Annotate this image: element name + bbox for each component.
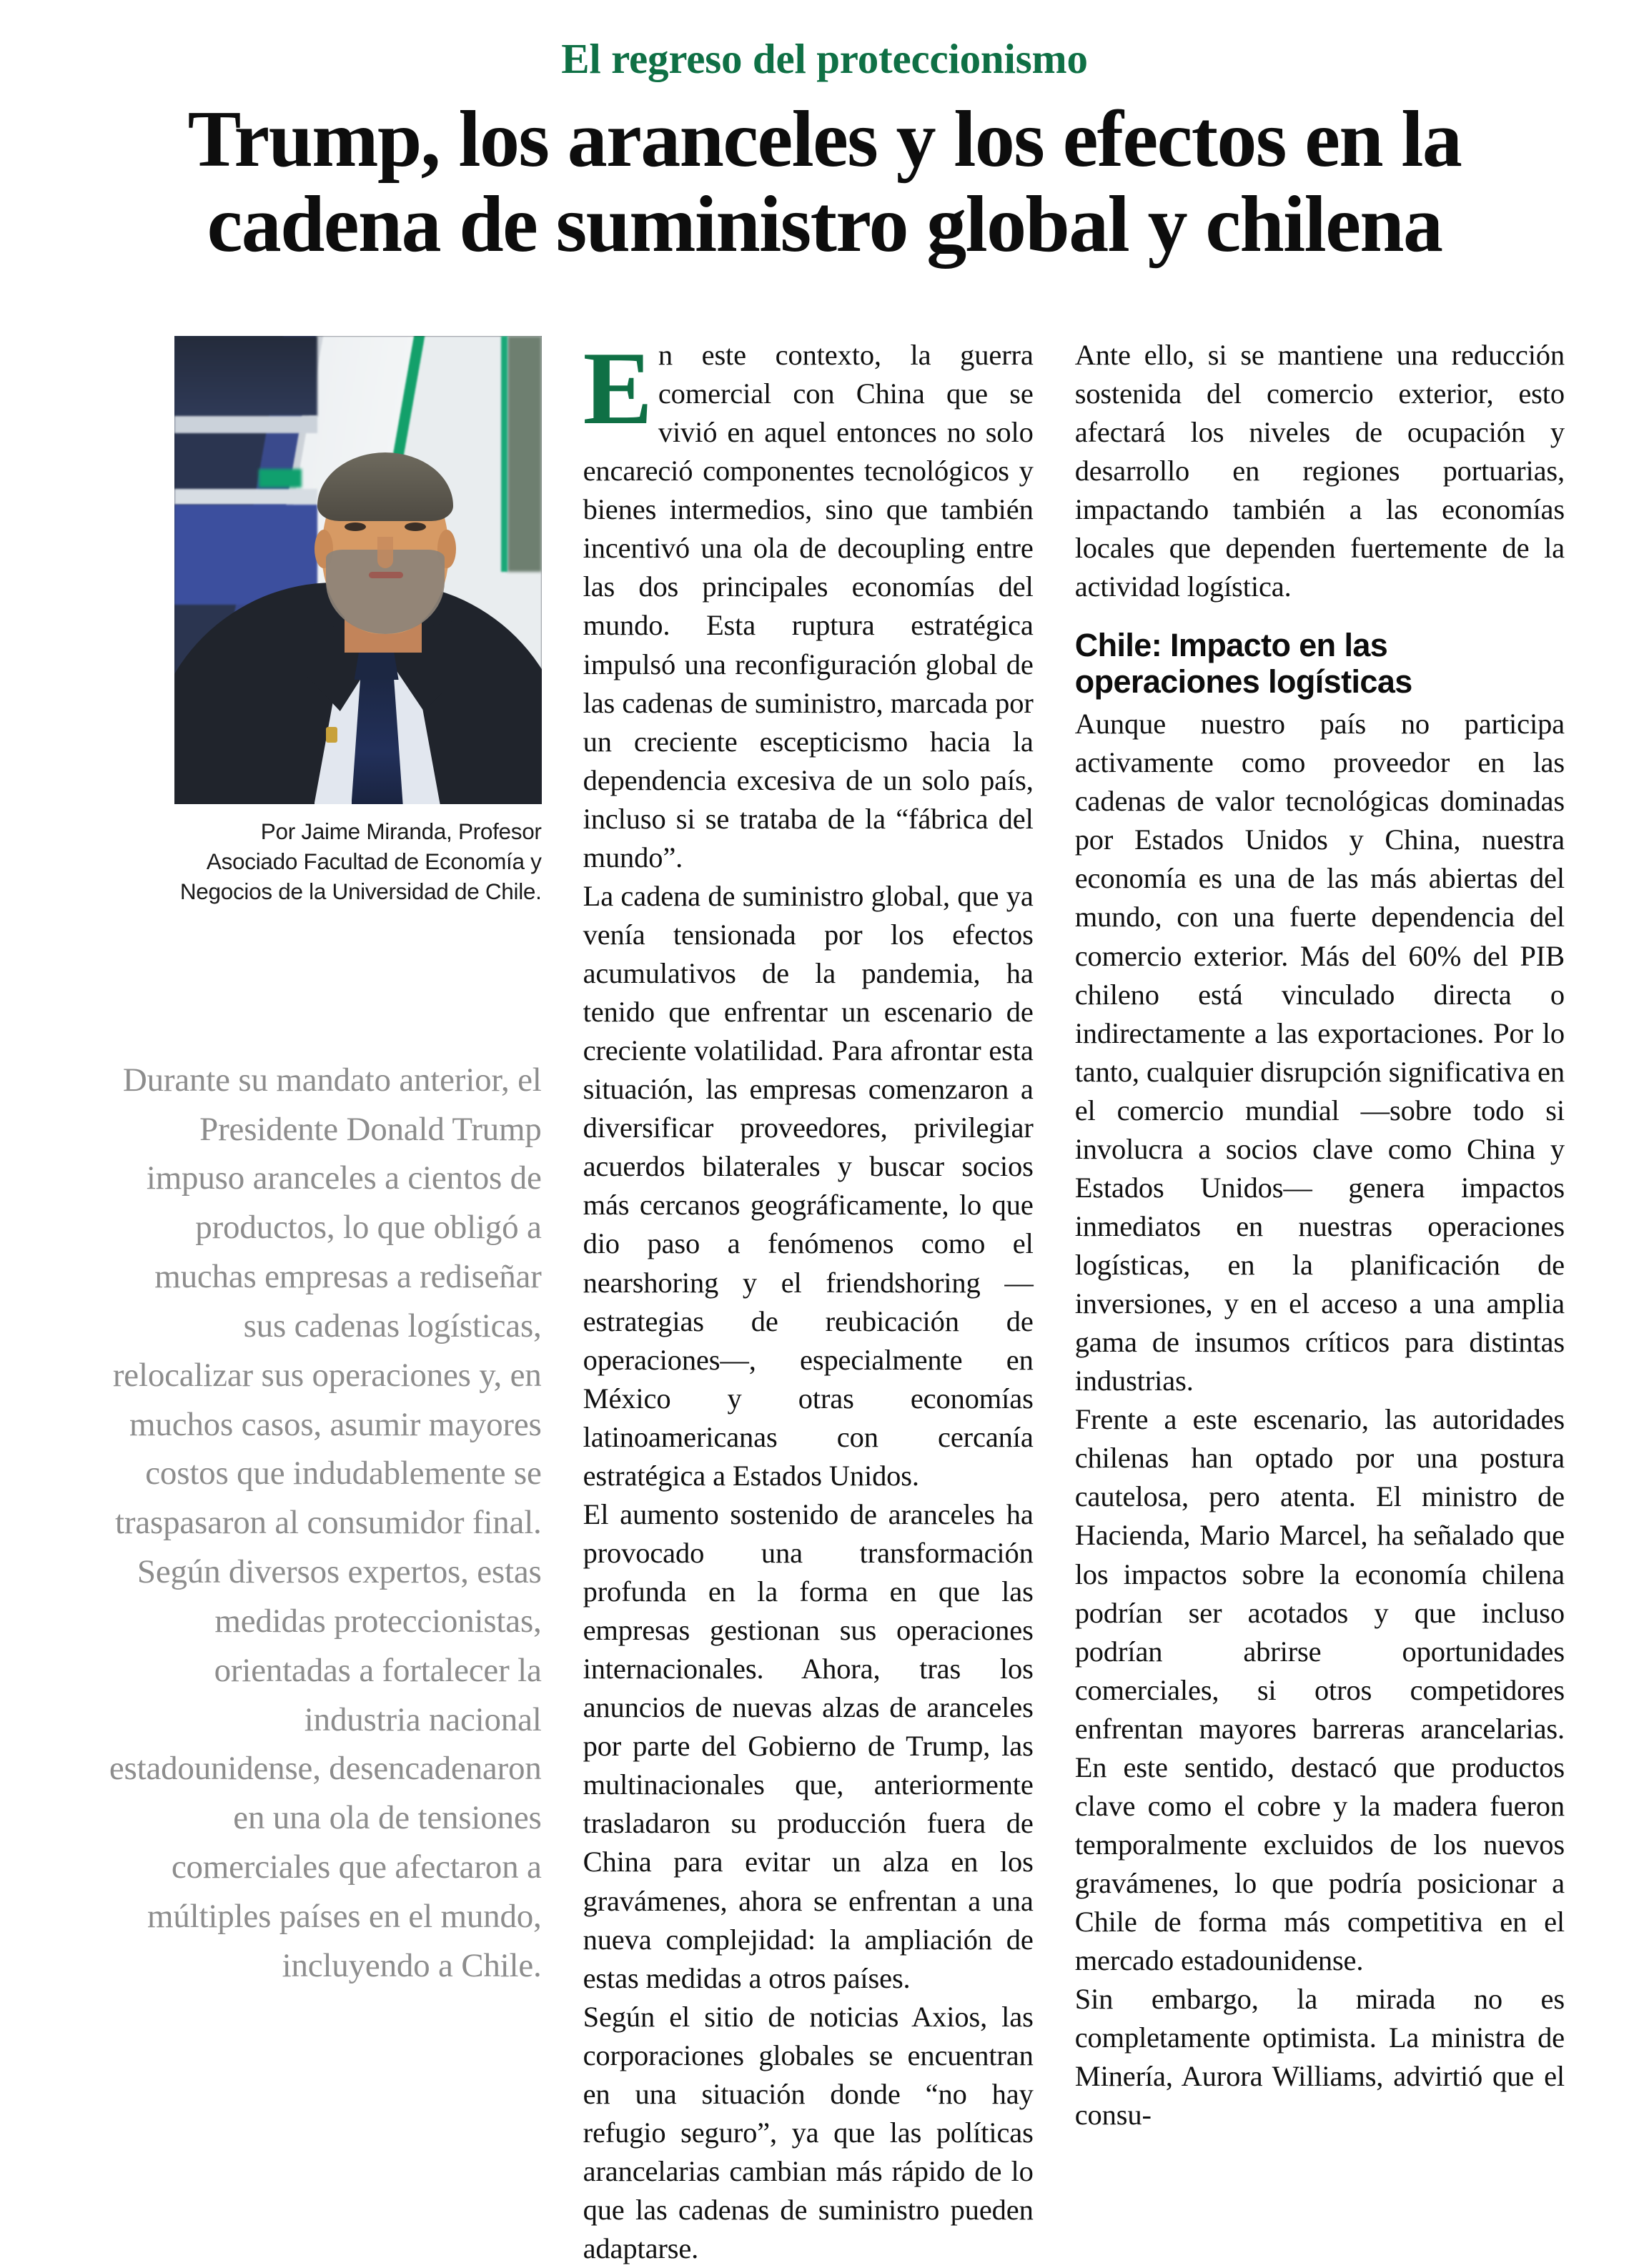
column-left bbox=[84, 336, 583, 1984]
paragraph: Aunque nuestro país no participa activamente como proveedor en las cadenas de valor tecnológicas dominadas por Estados Unidos y China, nuestra economía es una de las más abiertas del mundo, con una fuerte dependencia del comercio exterior. Más del 60% del PIB chileno está vinculado directa o indirectamente a las exportaciones. Por lo tanto, cualquier disrupción significativa en el comercio mundial —sobre todo si involucra a socios clave como China y Estados Unidos— genera impactos inmediatos en nuestras operaciones logísticas, en la planificación de inversiones, y en el acceso a una amplia gama de insumos críticos para distintas industrias. bbox=[1074, 708, 1565, 1397]
photo-bg-green-bar bbox=[259, 469, 302, 487]
paragraph: Frente a este escenario, las autoridades chilenas han optado por una postura cautelosa, pero atenta. El ministro de Hacienda, Mario Marcel, ha señalado que los impactos sobre la economía chilena podrían ser acotados y que incluso podrían abrirse oportunidades comerciales, si otros competidores enfrentan mayores barreras arancelarias. En este sentido, destacó que productos clave como el cobre y la madera fueron temporalmente excluidos de los nuevos gravámenes, lo que podría posicionar a Chile de forma más competitiva en el mercado estadounidense. bbox=[1074, 1403, 1565, 1977]
paragraph: El aumento sostenido de aranceles ha provocado una transformación profunda en la forma en que las empresas gestionan sus operaciones internacionales. Ahora, tras los anuncios de nuevas alzas de aranceles por parte del Gobierno de Trump, las multinacionales que, anteriormente trasladaron su producción fuera de China para evitar un alza en los gravámenes, ahora se enfrentan a una nueva complejidad: la ampliación de estas medidas a otros países. bbox=[583, 1497, 1034, 1994]
article-kicker: El regreso del proteccionismo bbox=[561, 35, 1088, 82]
photo-bg-right-wall bbox=[507, 336, 542, 572]
headline-line-2: cadena de suministro global y chilena bbox=[207, 179, 1442, 269]
paragraph-lead: En este contexto, la guerra comercial con China que se vivió en aquel entonces no solo encareció componentes tecnológicos y bienes intermedios, sino que también incentivó una ola de decoupling entre las dos principales economías del mundo. Esta ruptura estratégica impulsó una reconfiguración global de las cadenas de suministro, marcada por un creciente escepticismo hacia la dependencia excesiva de un solo país, incluso si se trataba de la “fábrica del mundo”. bbox=[583, 330, 1034, 873]
section-subheading bbox=[1075, 628, 1565, 700]
column-middle bbox=[583, 330, 1075, 2265]
photo-eye-right bbox=[405, 523, 426, 531]
photo-mouth bbox=[369, 572, 403, 578]
photo-caption: Por Jaime Miranda, Profesor Asociado Facultad de Economía y Negocios de la Universidad de Chile. bbox=[179, 818, 542, 904]
photo-bg-stripe-light-1 bbox=[174, 416, 317, 433]
paragraph: Ante ello, si se mantiene una reducción sostenida del comercio exterior, esto afectará los niveles de ocupación y desarrollo en regiones portuarias, impactando también a las economías locales que dependen fuertemente de la actividad logística. bbox=[1074, 339, 1565, 603]
paragraph: Sin embargo, la mirada no es completamente optimista. La ministra de Minería, Aurora Williams, advirtió que el consu- bbox=[1074, 1983, 1565, 2131]
headline-line-1: Trump, los aranceles y los efectos en la bbox=[187, 94, 1462, 184]
subheading-line-1: Chile: Impacto en las bbox=[1074, 627, 1388, 664]
pull-quote: Durante su mandato anterior, el Presidente Donald Trump impuso aranceles a cientos de productos, lo que obligó a muchas empresas a rediseñar sus cadenas logísticas, relocalizar sus operaciones y, en muchos casos, asumir mayores costos que indudablemente se traspasaron al consumidor final. Según diversos expertos, estas medidas proteccionistas, orientadas a fortalecer la industria nacional estadounidense, desencadenaron en una ola de tensiones comerciales que afectaron a múltiples países en el mundo, incluyendo a Chile. bbox=[109, 1061, 542, 1984]
photo-nose bbox=[377, 537, 393, 568]
article-columns bbox=[0, 330, 1649, 2265]
page-title bbox=[0, 94, 1649, 269]
photo-lapel-pin bbox=[326, 727, 337, 743]
photo-bg-panel-dark bbox=[174, 336, 317, 416]
photo-eye-left bbox=[345, 523, 366, 531]
photo-bg-right-edge bbox=[501, 336, 507, 572]
author-photo bbox=[174, 336, 542, 804]
subheading-line-2: operaciones logísticas bbox=[1074, 663, 1412, 700]
paragraph: La cadena de suministro global, que ya venía tensionada por los efectos acumulativos de la pandemia, ha tenido que enfrentar un escenario de creciente volatilidad. Para afrontar esta situación, las empresas comenzaron a diversificar proveedores, privilegiar acuerdos bilaterales y buscar socios más cercanos geográficamente, lo que dio paso a fenómenos como el nearshoring y el friendshoring —estrategias de reubicación de operaciones—, especialmente en México y otras economías latinoamericanas con cercanía estratégica a Estados Unidos. bbox=[583, 879, 1034, 1492]
paragraph: Según el sitio de noticias Axios, las corporaciones globales se encuentran en una situación donde “no hay refugio seguro”, ya que las políticas arancelarias cambian más rápido de lo que las cadenas de suministro pueden adaptarse. bbox=[583, 2000, 1034, 2265]
photo-bg-stripe-light-2 bbox=[174, 489, 317, 505]
column-right bbox=[1074, 336, 1565, 2131]
